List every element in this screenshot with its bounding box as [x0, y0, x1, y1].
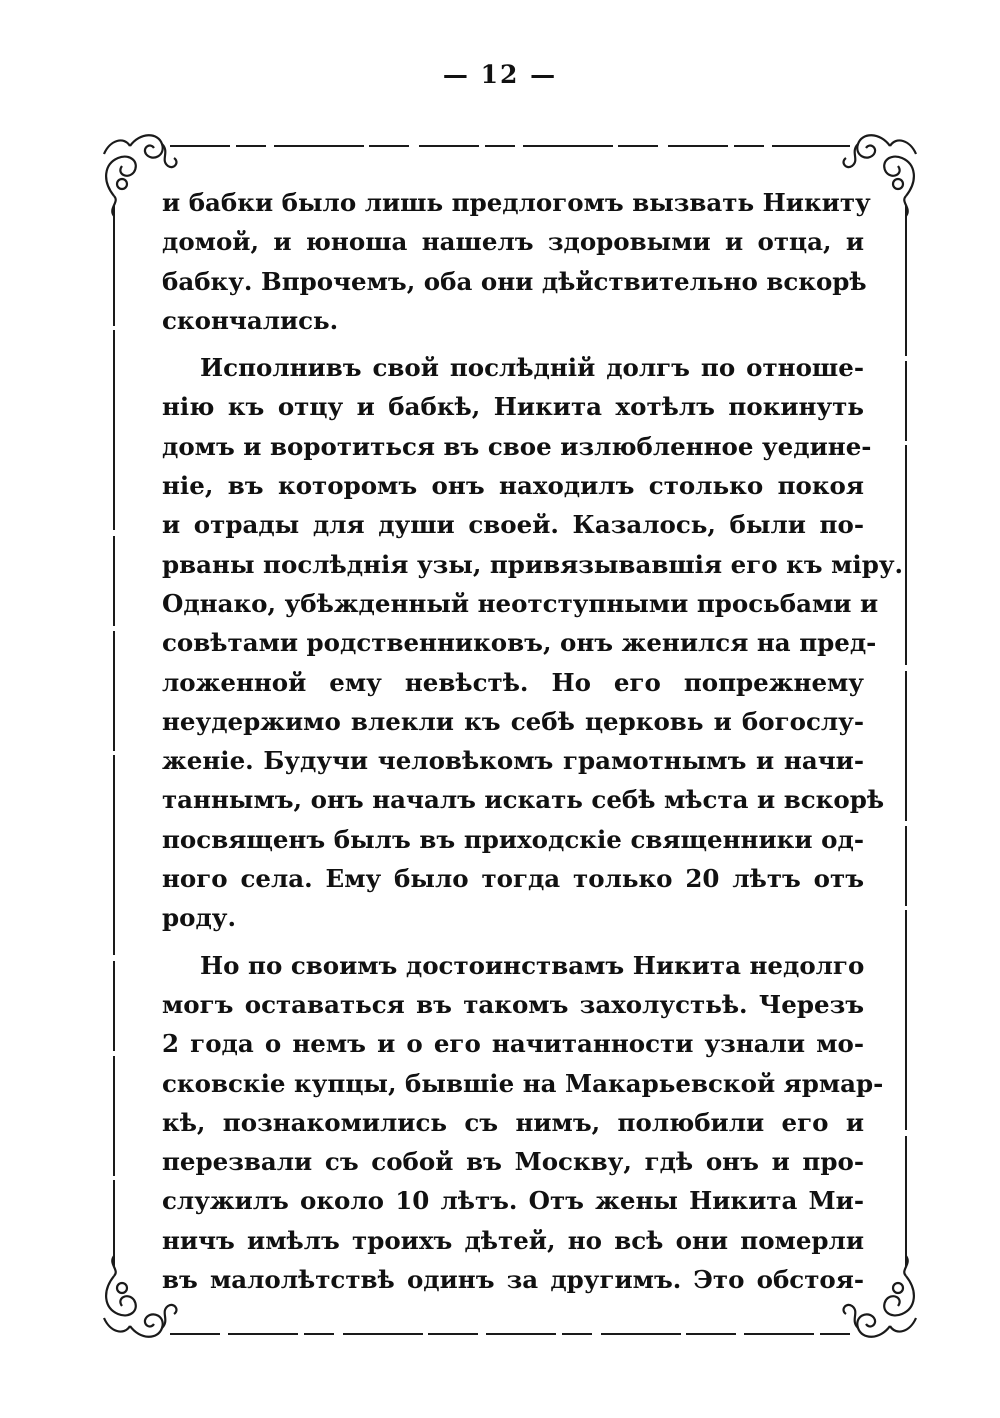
text-line: нiе, въ которомъ онъ находилъ столько покоя	[162, 471, 864, 501]
text-line: перезвали съ собой въ Москву, гдѣ онъ и про-	[162, 1147, 864, 1177]
body-text	[162, 183, 904, 1299]
text-line: Но по своимъ достоинствамъ Никита недолго	[200, 950, 865, 980]
text-line: неудержимо влекли къ себѣ церковь и богослу-	[162, 706, 864, 736]
text-line: ничъ имѣлъ троихъ дѣтей, но всѣ они померли	[162, 1225, 864, 1255]
text-line: и отрады для души своей. Казалось, были по-	[162, 510, 864, 540]
text-line: служилъ около 10 лѣтъ. Отъ жены Никита Ми-	[162, 1186, 864, 1216]
text-line: 2 года о немъ и о его начитанности узнали мо-	[162, 1029, 864, 1059]
text-line: посвященъ былъ въ приходскiе священники од-	[162, 824, 864, 854]
text-line: домъ и воротиться въ свое излюбленное уедине-	[162, 431, 872, 461]
text-line: совѣтами родственниковъ, онъ женился на пред-	[162, 628, 877, 658]
text-line: бабку. Впрочемъ, оба они дѣйствительно вскорѣ	[162, 266, 867, 296]
text-line: Исполнивъ свой послѣднiй долгъ по отноше-	[200, 353, 864, 383]
text-line: Однако, убѣжденный неотступными просьбами и	[162, 588, 879, 618]
text-line: кѣ, познакомились съ нимъ, полюбили его и	[162, 1107, 864, 1137]
text-line: женiе. Будучи человѣкомъ грамотнымъ и начи-	[162, 746, 864, 776]
paragraph	[162, 348, 904, 937]
text-line: и бабки было лишь предлогомъ вызвать Никиту	[162, 188, 871, 217]
text-line: домой, и юноша нашелъ здоровыми и отца, и	[162, 227, 864, 257]
text-line: сковскiе купцы, бывшiе на Макарьевской ярмар-	[162, 1068, 884, 1098]
text-line: нiю къ отцу и бабкѣ, Никита хотѣлъ покинуть	[162, 392, 864, 422]
text-line: скончались.	[162, 305, 339, 335]
text-line: таннымъ, онъ началъ искать себѣ мѣста и вскорѣ	[162, 785, 885, 815]
text-line: ложенной ему невѣстѣ. Но его попрежнему	[162, 667, 864, 697]
paragraph	[162, 946, 884, 1300]
text-line: роду.	[162, 903, 237, 933]
text-line: могъ оставаться въ такомъ захолустьѣ. Черезъ	[162, 989, 864, 1019]
text-line: рваны послѣднiя узы, привязывавшiя его къ мiру.	[162, 549, 904, 579]
paragraph	[162, 183, 871, 340]
text-line: въ малолѣтствѣ одинъ за другимъ. Это обстоя-	[162, 1265, 864, 1295]
text-line: ного села. Ему было тогда только 20 лѣтъ отъ	[162, 864, 864, 894]
page-number: — 12 —	[442, 60, 558, 89]
